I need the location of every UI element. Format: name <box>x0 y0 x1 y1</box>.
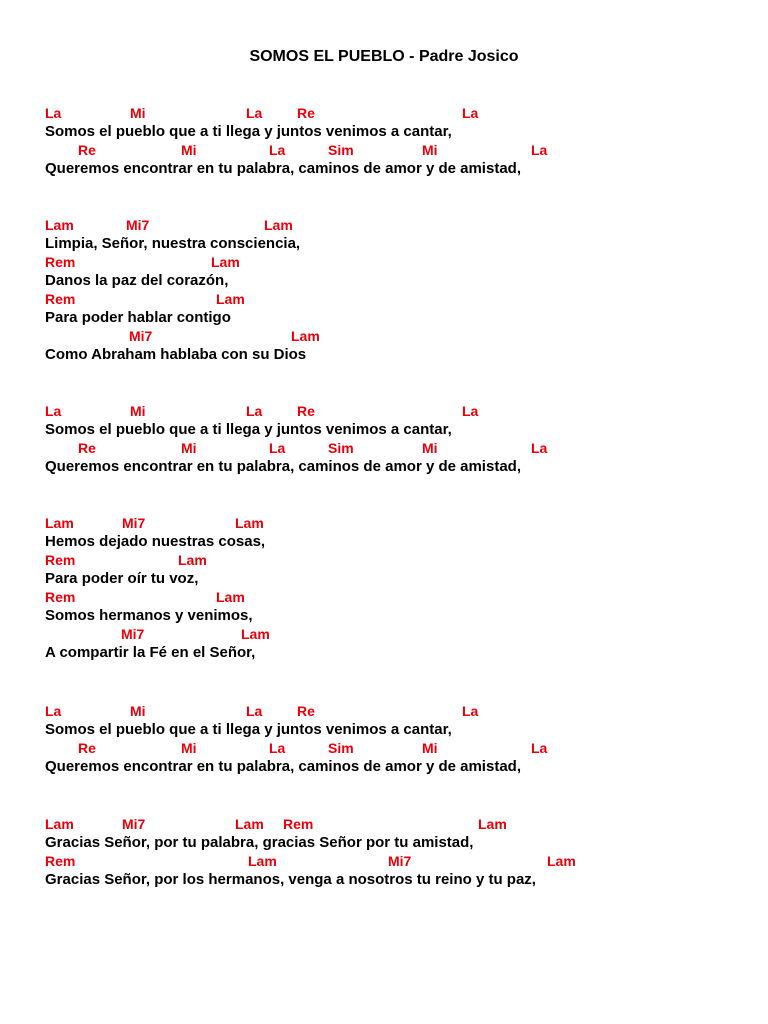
chord: Rem <box>45 552 76 568</box>
chord: La <box>531 440 548 456</box>
chord: Re <box>297 105 315 121</box>
chord: Lam <box>45 816 74 832</box>
song-title: SOMOS EL PUEBLO - Padre Josico <box>249 48 519 65</box>
lyric-line: Gracias Señor, por tu palabra, gracias Señor por tu amistad, <box>45 834 474 851</box>
chord: Mi7 <box>129 328 153 344</box>
chord: Lam <box>241 626 270 642</box>
chord: Re <box>297 703 315 719</box>
chord-line <box>45 216 306 234</box>
chord: Mi <box>130 403 146 419</box>
chord: Mi <box>422 440 438 456</box>
chord: La <box>531 142 548 158</box>
chord: Rem <box>45 853 76 869</box>
chorus-block-2 <box>45 402 548 476</box>
chord: Re <box>297 403 315 419</box>
chord: Rem <box>45 291 76 307</box>
chord-line <box>45 551 265 569</box>
chord: La <box>246 403 263 419</box>
chord: La <box>269 740 286 756</box>
chord-line <box>45 852 576 870</box>
chord-line <box>45 739 548 757</box>
chord: Lam <box>235 816 264 832</box>
chorus-block-1 <box>45 104 548 178</box>
chord: Mi7 <box>122 515 146 531</box>
verse-block-2 <box>45 514 270 662</box>
lyric-line: Hemos dejado nuestras cosas, <box>45 533 266 550</box>
chord: Mi <box>181 740 197 756</box>
chord: Mi <box>422 740 438 756</box>
chord: Mi7 <box>121 626 145 642</box>
chord: Mi <box>181 440 197 456</box>
chord: Re <box>78 740 96 756</box>
chord: Lam <box>216 589 245 605</box>
chord: Mi <box>181 142 197 158</box>
lyric-line: A compartir la Fé en el Señor, <box>45 644 256 661</box>
chord: Lam <box>291 328 320 344</box>
chord: La <box>531 740 548 756</box>
chord: La <box>462 105 479 121</box>
lyric-line: Queremos encontrar en tu palabra, caminos de amor y de amistad, <box>45 458 521 475</box>
chord-line <box>45 588 265 606</box>
chord: La <box>246 105 263 121</box>
chord: Re <box>78 440 96 456</box>
chord: La <box>269 440 286 456</box>
lyric-line: Limpia, Señor, nuestra consciencia, <box>45 235 301 252</box>
lyric-line: Somos el pueblo que a ti llega y juntos venimos a cantar, <box>45 721 452 738</box>
chord: Lam <box>547 853 576 869</box>
lyric-line: Para poder oír tu voz, <box>45 570 199 587</box>
chord: La <box>45 703 62 719</box>
chord-line <box>45 702 521 720</box>
lyric-line: Danos la paz del corazón, <box>45 272 229 289</box>
chord-line <box>45 104 521 122</box>
chord: Rem <box>45 254 76 270</box>
chord: Re <box>78 142 96 158</box>
chord-line <box>45 402 521 420</box>
chord-line <box>45 514 265 532</box>
chord: Mi <box>130 105 146 121</box>
chord-line <box>45 253 306 271</box>
chord-line <box>45 141 548 159</box>
chord: Lam <box>264 217 293 233</box>
chord: Lam <box>235 515 264 531</box>
lyric-line: Somos hermanos y venimos, <box>45 607 253 624</box>
lyric-line: Como Abraham hablaba con su Dios <box>45 346 307 363</box>
chord: La <box>246 703 263 719</box>
chord: Lam <box>178 552 207 568</box>
chord: La <box>45 105 62 121</box>
chord-line <box>45 290 306 308</box>
chord: Lam <box>45 217 74 233</box>
chord: La <box>462 703 479 719</box>
chord-line <box>45 815 536 833</box>
chord: Mi <box>130 703 146 719</box>
chord: Lam <box>45 515 74 531</box>
chord: La <box>462 403 479 419</box>
chord: Lam <box>248 853 277 869</box>
chord: Sim <box>328 740 354 756</box>
chord: Mi <box>422 142 438 158</box>
chord: Lam <box>216 291 245 307</box>
chord: Lam <box>211 254 240 270</box>
chord: Mi7 <box>388 853 412 869</box>
chord: Rem <box>283 816 314 832</box>
chorus-block-3 <box>45 702 548 776</box>
lyric-line: Queremos encontrar en tu palabra, caminos de amor y de amistad, <box>45 758 521 775</box>
chord-line <box>45 439 548 457</box>
verse-block-1 <box>45 216 320 364</box>
lyric-line: Para poder hablar contigo <box>45 309 231 326</box>
chord: La <box>269 142 286 158</box>
lyric-line: Queremos encontrar en tu palabra, caminos de amor y de amistad, <box>45 160 521 177</box>
chord: Mi7 <box>126 217 150 233</box>
chord: Sim <box>328 440 354 456</box>
chord-line <box>45 625 270 643</box>
chord-line <box>45 327 320 345</box>
chord: Rem <box>45 589 76 605</box>
verse-block-3 <box>45 815 576 889</box>
chord: Sim <box>328 142 354 158</box>
chord: La <box>45 403 62 419</box>
chord: Lam <box>478 816 507 832</box>
lyric-line: Gracias Señor, por los hermanos, venga a nosotros tu reino y tu paz, <box>45 871 536 888</box>
chord: Mi7 <box>122 816 146 832</box>
lyric-line: Somos el pueblo que a ti llega y juntos venimos a cantar, <box>45 123 452 140</box>
lyric-line: Somos el pueblo que a ti llega y juntos venimos a cantar, <box>45 421 452 438</box>
